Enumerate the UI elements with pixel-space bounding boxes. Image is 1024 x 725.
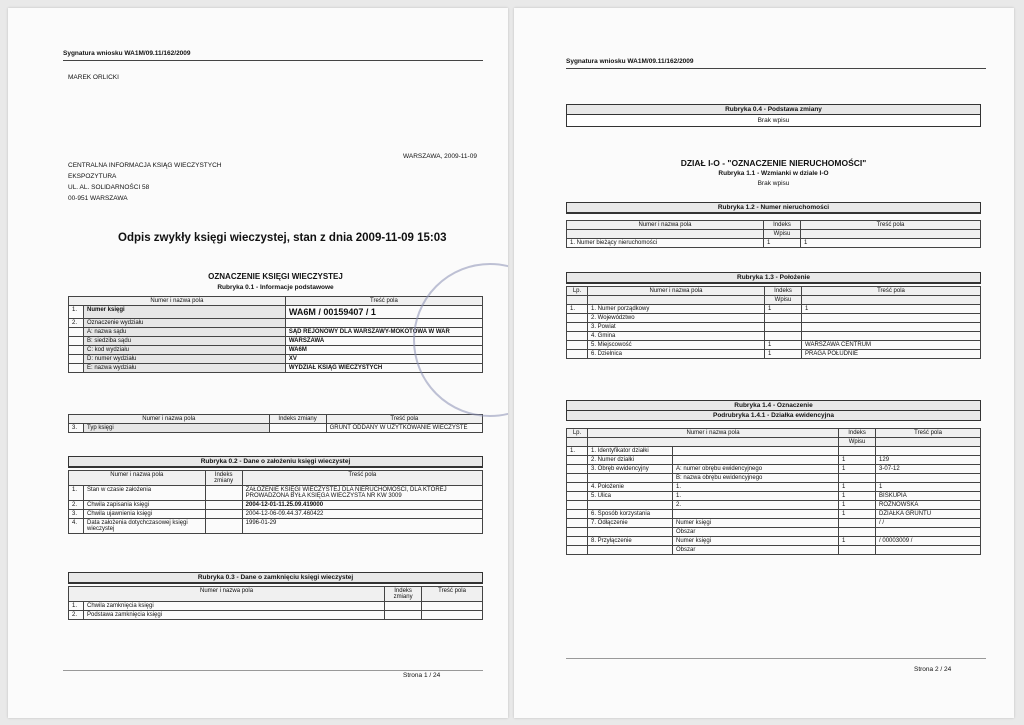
rubric-0-4: Rubryka 0.4 - Podstawa zmiany Brak wpisu xyxy=(566,104,981,127)
request-signature: Sygnatura wniosku WA1M/09.11/162/2009 xyxy=(566,58,694,65)
table-row: 2. Oznaczenie wydziału xyxy=(69,319,483,328)
table-row: 5. Miejscowość 1 WARSZAWA CENTRUM xyxy=(567,341,981,350)
rubric-0-1-table: Numer i nazwa pola Treść pola 1. Numer księgi WA6M / 00159407 / 1 2. Oznaczenie wydziału A: nazwa sądu SĄD REJONOWY DLA WARSZAWY-MOKOTOWA W WAR B: siedziba sądu WARSZAWA C: kod wydziału WA6M D: numer wydziału XV E: nazwa wydziału WYDZIAŁ KSIĄG WIECZYSTYCH xyxy=(68,296,483,373)
table-row: Obszar xyxy=(567,528,981,537)
table-row: 2. Podstawa zamknięcia księgi xyxy=(69,611,483,620)
no-entry-text: Brak wpisu xyxy=(757,180,790,187)
place-date: WARSZAWA, 2009-11-09 xyxy=(403,153,477,160)
rubric-0-1-title: Rubryka 0.1 - Informacje podstawowe xyxy=(217,284,334,291)
rubric-1-2-table: Numer i nazwa pola Indeks Treść pola Wpisu 1. Numer bieżący nieruchomości 1 1 xyxy=(566,220,981,248)
table-row: 1. 1. Numer porządkowy 1 1 xyxy=(567,305,981,314)
table-row: 1. Numer bieżący nieruchomości 1 1 xyxy=(567,239,981,248)
table-row: B: siedziba sądu WARSZAWA xyxy=(69,337,483,346)
table-row: 6. Sposób korzystania 1 DZIAŁKA GRUNTU xyxy=(567,510,981,519)
rubric-1-1-title: Rubryka 1.1 - Wzmianki w dziale I-O xyxy=(718,170,829,177)
rubric-1-2-title: Rubryka 1.2 - Numer nieruchomości xyxy=(566,202,981,214)
rubric-1-3-table: Lp. Numer i nazwa pola Indeks Treść pola Wpisu 1. 1. Numer porządkowy 1 1 2. Województwo 3. Powiat 4. Gmina 5. Miejscowość 1 WARSZAWA CENTRUM 6. Dzielnica 1 PRAGA POŁUDNIE xyxy=(566,286,981,359)
table-row: 4. Data założenia dotychczasowej księgi wieczystej 1996-01-29 xyxy=(69,519,483,534)
rubric-0-1-table-b: Numer i nazwa pola Indeks zmiany Treść pola 3. Typ księgi GRUNT ODDANY W UŻYTKOWANIE WIECZYSTE xyxy=(68,414,483,433)
table-row: 3. Typ księgi GRUNT ODDANY W UŻYTKOWANIE WIECZYSTE xyxy=(69,424,483,433)
request-signature: Sygnatura wniosku WA1M/09.11/162/2009 xyxy=(63,50,191,57)
rubric-0-2-table: Numer i nazwa pola Indeks zmiany Treść pola 1. Stan w czasie założenia ZAŁOŻENIE KSIĘGI WIECZYSTEJ DLA NIERUCHOMOŚCI, DLA KTÓREJ PROWADZONA BYŁA KSIĘGA WIECZYSTA NR KW 3009 2. Chwila zapisania księgi 2004-12-01-11.25.09.419000 3. Chwila ujawnienia księgi 2004-12-06-09.44.37.460422 4. Data założenia dotychczasowej księgi wieczystej 1996-01-29 xyxy=(68,470,483,534)
document-page-right xyxy=(514,8,1014,718)
table-row: Obszar xyxy=(567,546,981,555)
table-row: 3. Powiat xyxy=(567,323,981,332)
table-row: 2. Numer działki 1 129 xyxy=(567,456,981,465)
table-row: C: kod wydziału WA6M xyxy=(69,346,483,355)
page-number: Strona 1 / 24 xyxy=(403,672,441,679)
table-row: E: nazwa wydziału WYDZIAŁ KSIĄG WIECZYSTYCH xyxy=(69,364,483,373)
table-row: D: numer wydziału XV xyxy=(69,355,483,364)
table-row: 2. 1 ROŻNOWSKA xyxy=(567,501,981,510)
table-row: 3. Obręb ewidencyjny A: numer obrębu ewidencyjnego 1 3-07-12 xyxy=(567,465,981,474)
table-row: 8. Przyłączenie Numer księgi 1 / 00003009 / xyxy=(567,537,981,546)
rubric-0-3-table: Numer i nazwa pola Indeks zmiany Treść pola 1. Chwila zamknięcia księgi 2. Podstawa zamknięcia księgi xyxy=(68,586,483,620)
table-row: 7. Odłączenie Numer księgi / / xyxy=(567,519,981,528)
table-row: 6. Dzielnica 1 PRAGA POŁUDNIE xyxy=(567,350,981,359)
rubric-0-2-title: Rubryka 0.2 - Dane o założeniu księgi wieczystej xyxy=(68,456,483,468)
recipient-address: CENTRALNA INFORMACJA KSIĄG WIECZYSTYCH EKSPOZYTURA UL. AL. SOLIDARNOŚCI 58 00-951 WARSZAWA xyxy=(68,162,222,202)
applicant-name: MAREK ORLICKI xyxy=(68,74,119,81)
rubric-1-4-title: Rubryka 1.4 - Oznaczenie Podrubryka 1.4.1 - Działka ewidencyjna xyxy=(566,400,981,421)
section-dzial-title: DZIAŁ I-O - "OZNACZENIE NIERUCHOMOŚCI" xyxy=(680,158,867,168)
table-row: 5. Ulica 1. 1 BISKUPIA xyxy=(567,492,981,501)
table-row: 4. Gmina xyxy=(567,332,981,341)
table-row: 1. Stan w czasie założenia ZAŁOŻENIE KSIĘGI WIECZYSTEJ DLA NIERUCHOMOŚCI, DLA KTÓREJ PROWADZONA BYŁA KSIĘGA WIECZYSTA NR KW 3009 xyxy=(69,486,483,501)
table-row: 1. Chwila zamknięcia księgi xyxy=(69,602,483,611)
table-row: B: nazwa obrębu ewidencyjnego xyxy=(567,474,981,483)
table-row: 3. Chwila ujawnienia księgi 2004-12-06-09.44.37.460422 xyxy=(69,510,483,519)
table-row: 1. Numer księgi WA6M / 00159407 / 1 xyxy=(69,306,483,319)
table-row: 1. 1. Identyfikator działki xyxy=(567,447,981,456)
page-number: Strona 2 / 24 xyxy=(914,666,952,673)
table-row: 2. Chwila zapisania księgi 2004-12-01-11.25.09.419000 xyxy=(69,501,483,510)
rubric-1-4-table: Lp. Numer i nazwa pola Indeks Treść pola Wpisu 1. 1. Identyfikator działki 2. Numer działki 1 129 3. Obręb ewidencyjny A: numer obrębu ewidencyjnego 1 3-07-12 B: nazwa obrębu ewidencyjnego 4. Położenie 1. 1 1 5. Ulica 1. 1 BISKUPIA 2. 1 ROŻNOWSKA 6. Sposób korzystania 1 DZIAŁKA GRUNTU 7. Odłączenie Numer księgi / / Obszar 8. Przyłączenie Numer księgi 1 / 00003009 / Obszar xyxy=(566,428,981,555)
section-title: OZNACZENIE KSIĘGI WIECZYSTEJ xyxy=(208,272,343,281)
document-title: Odpis zwykły księgi wieczystej, stan z dnia 2009-11-09 15:03 xyxy=(118,232,447,244)
document-page-left xyxy=(8,8,508,718)
table-row: 2. Województwo xyxy=(567,314,981,323)
table-row: A: nazwa sądu SĄD REJONOWY DLA WARSZAWY-MOKOTOWA W WAR xyxy=(69,328,483,337)
rubric-1-3-title: Rubryka 1.3 - Położenie xyxy=(566,272,981,284)
table-row: 4. Położenie 1. 1 1 xyxy=(567,483,981,492)
rubric-0-3-title: Rubryka 0.3 - Dane o zamknięciu księgi wieczystej xyxy=(68,572,483,584)
